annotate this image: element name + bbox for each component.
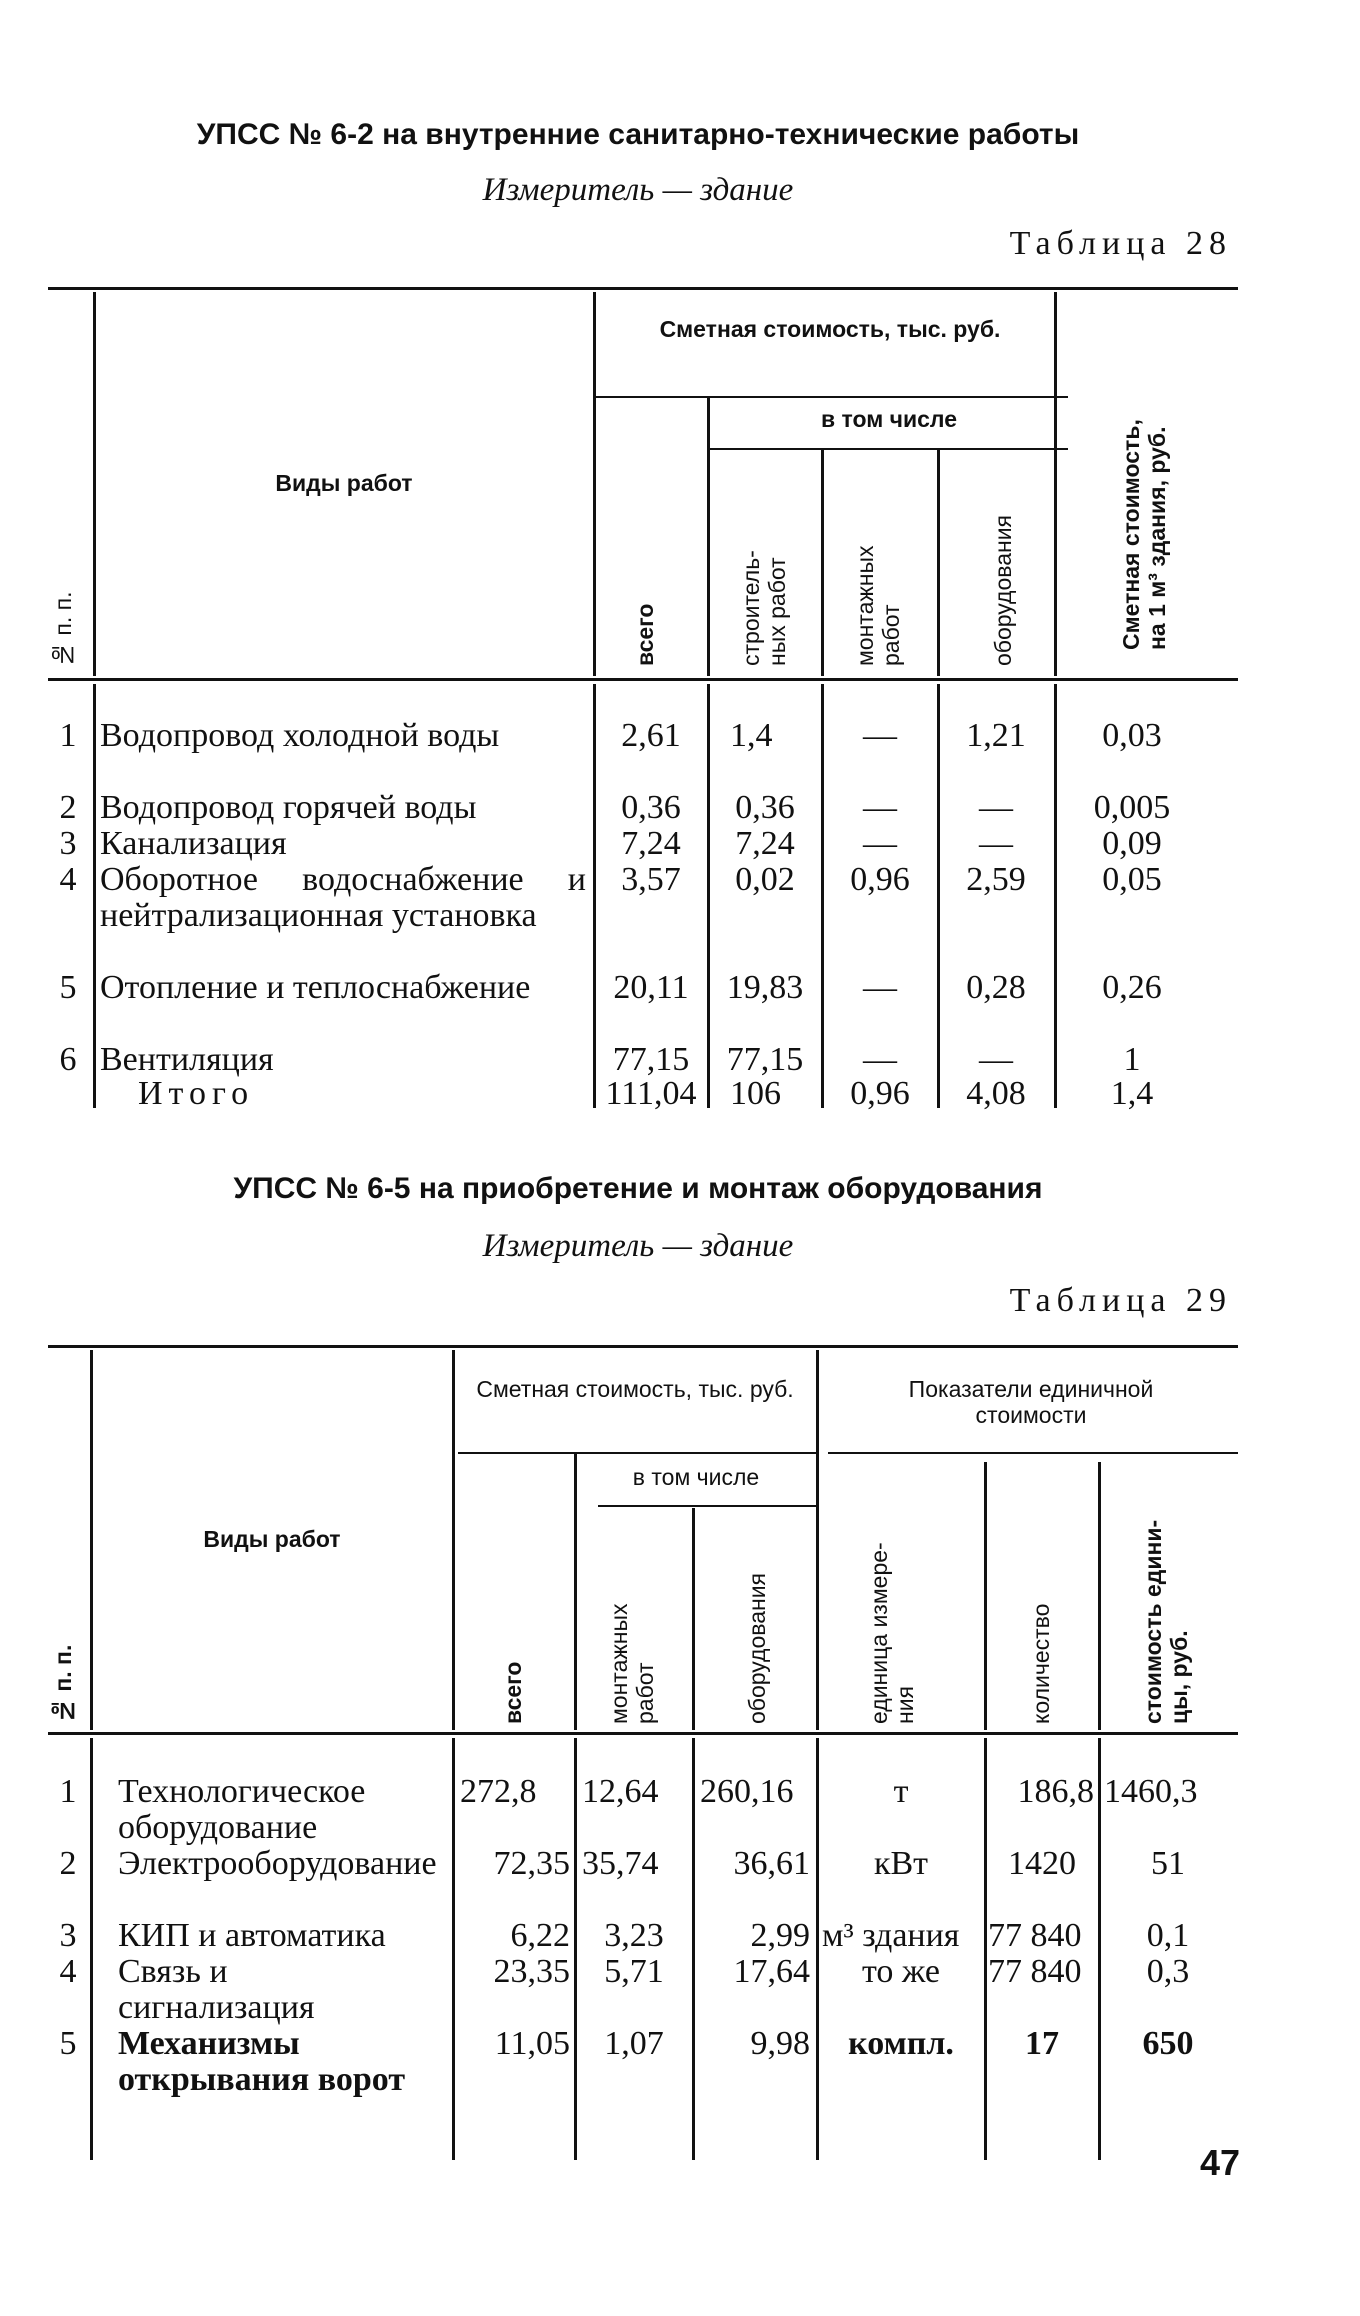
- t28-header-incl: в том числе: [820, 406, 958, 432]
- t28-header-constr: строитель- ных работ: [738, 550, 790, 666]
- t29-header-num: № п. п.: [50, 1644, 76, 1724]
- table-29-measure: Измеритель — здание: [482, 1228, 794, 1264]
- t29-header-total: всего: [500, 1661, 526, 1724]
- t29-header-work: Виды работ: [203, 1526, 341, 1552]
- t28-header-cost: Сметная стоимость, тыс. руб.: [659, 316, 1001, 342]
- t28-header-num: № п. п.: [50, 591, 76, 668]
- t29-header-incl: в том числе: [632, 1464, 760, 1490]
- table-28-label: Таблица 28: [1009, 225, 1232, 262]
- table-29-title: УПСС № 6-5 на приобретение и монтаж оборудования: [233, 1172, 1043, 1205]
- t29-header-unit-cost: стоимость едини- цы, руб.: [1140, 1519, 1192, 1724]
- t28-header-mount: монтажных работ: [852, 545, 904, 666]
- table-28-measure: Измеритель — здание: [482, 172, 794, 208]
- t29-header-equip: оборудования: [744, 1573, 770, 1724]
- t29-header-mount: монтажных работ: [606, 1603, 658, 1724]
- t29-header-unit-indicators: Показатели единичной стоимости: [908, 1376, 1154, 1428]
- t29-header-unit: единица измере- ния: [866, 1542, 918, 1724]
- t28-header-per-m3: Сметная стоимость, на 1 м³ здания, руб.: [1118, 419, 1170, 650]
- document-page: УПСС № 6-2 на внутренние санитарно-технические работы Измеритель — здание Таблица 28 № п. п. Виды работ Сметная стоимость, тыс. руб. в том числе всего строитель- ных работ монтажных работ оборудования Сметная стоимость, на 1 м³ здания, руб. 1 Водопровод холодной воды 2,61 1,4 — 1,21 0,03 2 Водопровод горячей воды 0,36 0,36 — — 0,005 3 Канализация 7,24 7,24 — — 0,09 4 Оборотное водоснабжение и нейтрализационная установка 3,57 0,02 0,96 2,59 0,05 5 Отопление и теплоснабжение 20,11 19,83 — 0,28 0,26 6 Вентиляция 77,15 77,15 — — 1 Итого 111,04 106 0,96 4,08 1,4 УПСС № 6-5 на приобретение и монтаж оборудования Измеритель — здание Таблица 29 № п. п. Виды работ Сметная стоимость, тыс. руб. в том числе Показатели единичной стоимости всего монтажных работ оборудования единица измере- ния количество стоимость едини- цы, руб. 1 Технологическое оборудование 272,8 12,64 260,16 т 186,8 1460,3 2 Электрооборудование 72,35 35,74 36,61 кВт 1420 51 3 КИП и автоматика 6,22 3,23 2,99 м³ здания 77 840 0,1 4 Связь и сигнализация 23,35 5,71 17,64 то же 77 840 0,3 5 Механизмы открывания ворот 11,05 1,07 9,98 компл. 17 650 47: [50, 118, 1240, 2183]
- table-29-label: Таблица 29: [1009, 1282, 1232, 1319]
- t28-header-work: Виды работ: [275, 470, 413, 496]
- table-28-title: УПСС № 6-2 на внутренние санитарно-технические работы: [196, 118, 1080, 151]
- t28-header-equip: оборудования: [990, 515, 1016, 666]
- t29-header-qty: количество: [1028, 1603, 1054, 1724]
- t28-header-total: всего: [632, 603, 658, 666]
- t29-header-cost: Сметная стоимость, тыс. руб.: [476, 1376, 794, 1402]
- page-number: 47: [1199, 2142, 1240, 2183]
